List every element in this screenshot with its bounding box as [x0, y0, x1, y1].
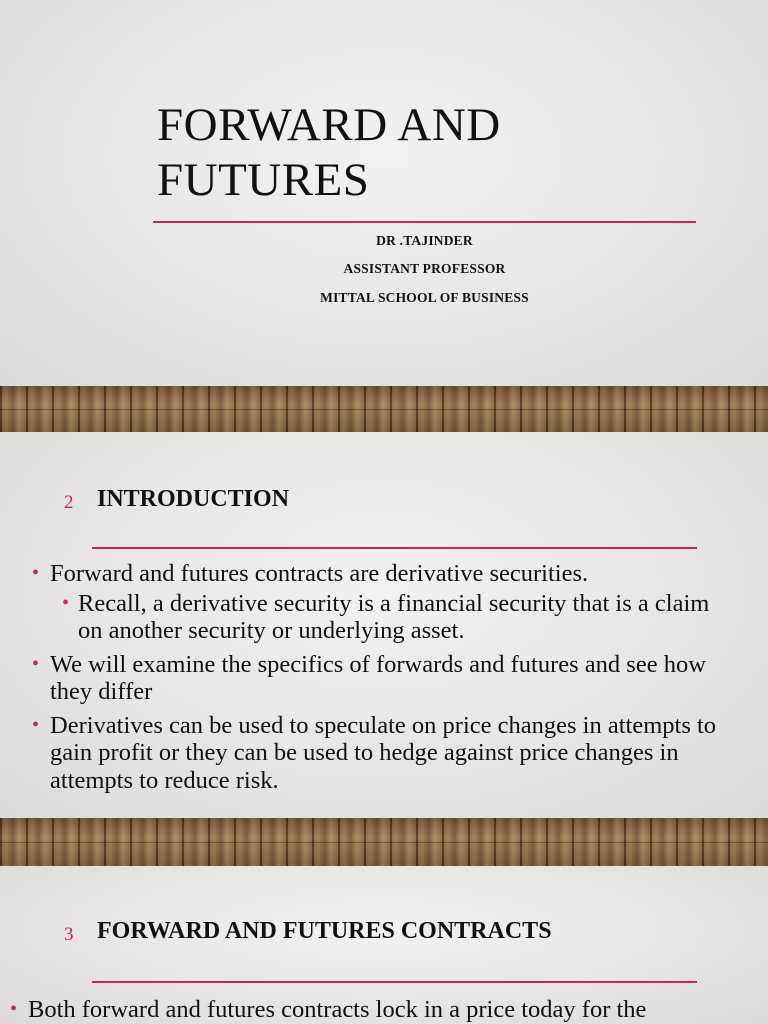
contracts-slide	[0, 866, 768, 1024]
wood-floor-band	[0, 386, 768, 432]
list-item	[32, 560, 732, 588]
bullet-text: Both forward and futures contracts lock in a price today for the	[28, 996, 647, 1023]
wood-floor-band	[0, 818, 768, 866]
bullet-text: Recall, a derivative security is a financial security that is a claim on another security or underlying asset.	[78, 589, 710, 644]
bullet-icon: •	[62, 591, 70, 614]
list-item	[32, 651, 732, 706]
slide-number: 2	[64, 492, 74, 513]
bullet-icon: •	[32, 652, 40, 675]
bullet-list	[32, 560, 732, 800]
title-slide	[0, 0, 768, 386]
list-item	[32, 712, 732, 795]
bullet-text: Forward and futures contracts are derivative securities.	[50, 560, 589, 587]
bullet-icon: •	[10, 998, 18, 1020]
bullet-icon: •	[32, 562, 40, 584]
slide-heading: FORWARD AND FUTURES CONTRACTS	[97, 918, 552, 944]
presentation-title: FORWARD AND FUTURES	[157, 99, 501, 206]
bullet-text: Derivatives can be used to speculate on price changes in attempts to gain profit or they can be used to hedge against price changes in attempts to reduce risk.	[50, 711, 717, 794]
author-institution: MITTAL SCHOOL OF BUSINESS	[320, 290, 529, 305]
introduction-slide	[0, 432, 768, 818]
author-name: DR .TAJINDER	[376, 233, 473, 248]
heading-divider	[92, 981, 697, 983]
slide-heading: INTRODUCTION	[97, 486, 290, 512]
heading-divider	[92, 547, 697, 549]
slide-number: 3	[64, 924, 74, 945]
bullet-list	[10, 996, 768, 1024]
bullet-text: We will examine the specifics of forwards and futures and see how they differ	[50, 650, 706, 705]
title-divider	[153, 221, 696, 223]
bullet-icon: •	[32, 713, 40, 736]
list-item	[10, 996, 768, 1024]
list-item	[62, 590, 732, 645]
author-position: ASSISTANT PROFESSOR	[343, 261, 506, 276]
